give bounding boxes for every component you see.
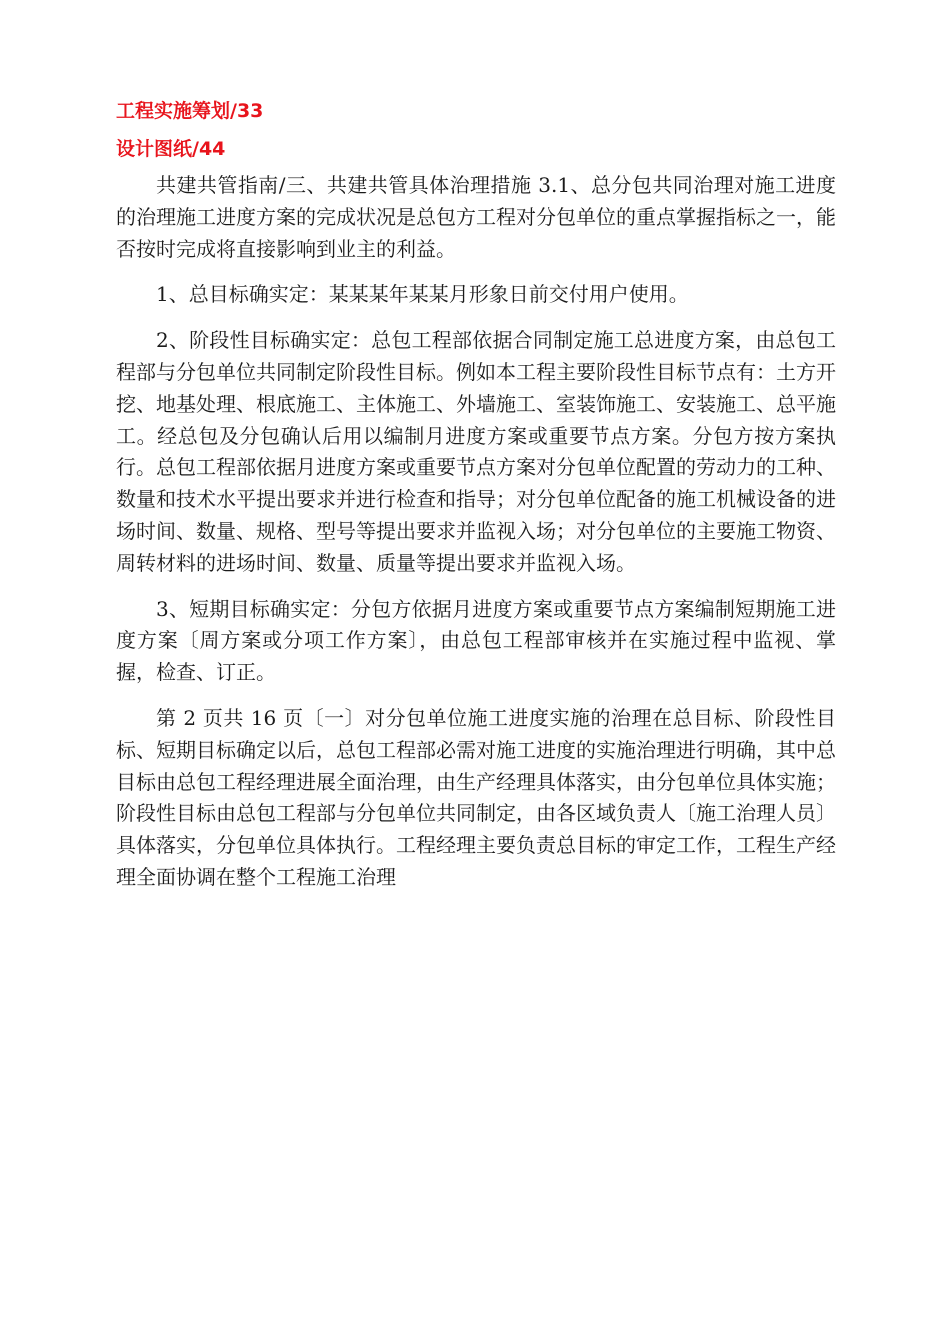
body-paragraph-overall-goal: 1、总目标确实定：某某某年某某月形象日前交付用户使用。 [156, 282, 689, 307]
document-page [116, 92, 836, 908]
body-paragraph-phase-goal: 2、阶段性目标确实定：总包工程部依据合同制定施工总进度方案，由总包工程部与分包单位共同制定阶段性目标。例如本工程主要阶段性目标节点有：土方开挖、地基处理、根底施工、主体施工、外墙施工、室装饰施工、安装施工、总平施工。经总包及分包确认后用以编制月进度方案或重要节点方案。分包方按方案执行。总包工程部依据月进度方案或重要节点方案对分包单位配置的劳动力的工种、数量和技术水平提出要求并进行检查和指导；对分包单位配备的施工机械设备的进场时间、数量、规格、型号等提出要求并监视入场；对分包单位的主要施工物资、周转材料的进场时间、数量、质量等提出要求并监视入场。 [116, 328, 836, 575]
section-heading-engineering-plan: 工程实施筹划/33 [116, 100, 264, 122]
body-paragraph-intro: 共建共管指南/三、共建共管具体治理措施 3.1、总分包共同治理对施工进度的治理施工进度方案的完成状况是总包方工程对分包单位的重点掌握指标之一，能否按时完成将直接影响到业主的利益。 [116, 173, 836, 261]
section-heading-design-drawings: 设计图纸/44 [116, 138, 226, 160]
body-paragraph-short-term-goal: 3、短期目标确实定：分包方依据月进度方案或重要节点方案编制短期施工进度方案〔周方案或分项工作方案〕，由总包工程部审核并在实施过程中监视、掌握，检查、订正。 [116, 596, 836, 685]
body-paragraph-progress-management: 第 2 页共 16 页〔一〕对分包单位施工进度实施的治理在总目标、阶段性目标、短期目标确定以后，总包工程部必需对施工进度的实施治理进行明确，其中总目标由总包工程经理进展全面治理，由生产经理具体落实，由分包单位具体实施；阶段性目标由总包工程部与分包单位共同制定，由各区域负责人〔施工治理人员〕具体落实，分包单位具体执行。工程经理主要负责总目标的审定工作，工程生产经理全面协调在整个工程施工治理 [116, 705, 836, 889]
